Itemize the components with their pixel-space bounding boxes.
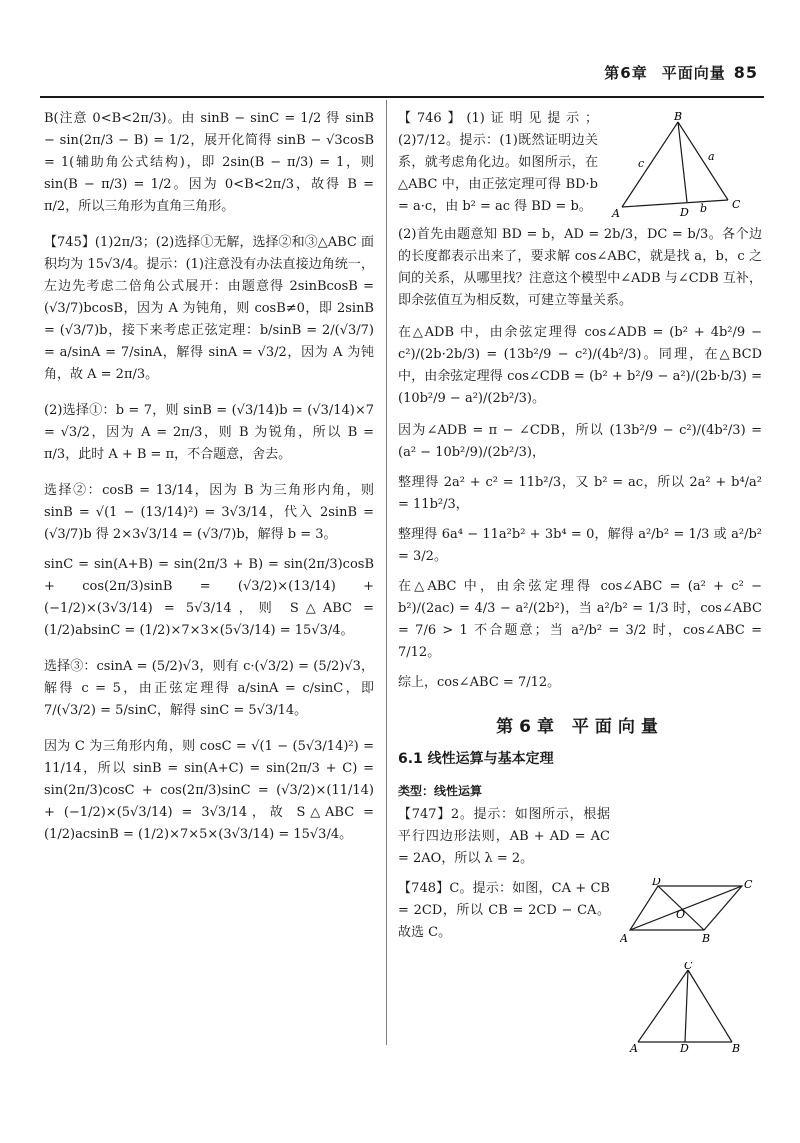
label-A: A: [630, 1042, 638, 1054]
solution-745-choice3: 选择③：csinA = (5/2)√3，则有 c·(√3/2) = (5/2)√3，解得 c = 5，由正弦定理得 a/sinA = c/sinC，即 7/(√3/2) = 5/sinC，解得 sinC = 5√3/14。: [44, 659, 374, 718]
chapter-title: 平面向量: [661, 64, 726, 82]
section-title: 第6章 平面向量: [496, 717, 664, 737]
solution-748: 【748】C。提示：如图，CA + CB = 2CD，所以 CB = 2CD − CA。故选 C。: [398, 881, 610, 940]
label-D: D: [652, 878, 661, 888]
chapter-label: 第6章: [604, 64, 648, 82]
header-rule: [40, 96, 764, 98]
label-a: a: [708, 150, 715, 163]
solution-746-cos-adb: 在△ADB 中，由余弦定理得 cos∠ADB = (b² + 4b²/9 − c²)/(2b·2b/3) = (13b²/9 − c²)/(4b²/3)。同理，在△BCD 中，由余弦定理得 cos∠CDB = (b² + b²/9 − a²)/(2b·b/3) = (10b²/9 − a²)/(2b²/3)。: [398, 325, 762, 406]
parallelogram-figure-747: [620, 878, 760, 950]
label-D: D: [680, 1042, 689, 1054]
label-C: C: [732, 198, 741, 211]
label-C: C: [744, 878, 753, 891]
label-D: D: [680, 206, 689, 219]
right-column: [398, 108, 762, 952]
page-number: 85: [733, 63, 758, 82]
solution-747: 【747】2。提示：如图所示，根据平行四边形法则，AB + AD = AC = 2AO，所以 λ = 2。: [398, 807, 610, 866]
solution-746-simplify1: 整理得 2a² + c² = 11b²/3，又 b² = ac，所以 2a² + b⁴/a² = 11b²/3，: [398, 475, 762, 512]
label-B: B: [732, 1042, 741, 1054]
label-B: B: [674, 112, 683, 123]
triangle-figure-748: [628, 962, 748, 1058]
label-b: b: [700, 202, 708, 215]
solution-746-conclusion: 综上，cos∠ABC = 7/12。: [398, 675, 561, 690]
label-c: c: [638, 157, 645, 170]
solution-746-supplement: 因为∠ADB = π − ∠CDB，所以 (13b²/9 − c²)/(4b²/3) = (a² − 10b²/9)/(2b²/3)，: [398, 423, 762, 460]
label-A: A: [620, 932, 628, 945]
label-A: A: [612, 207, 620, 220]
solution-746-part2: (2)首先由题意知 BD = b，AD = 2b/3，DC = b/3。各个边的长度都表示出来了，要求解 cos∠ABC，就是找 a，b，c 之间的关系，从哪里找？注意这个模型中∠ADB 与∠CDB 互补，即余弦值互为相反数，可建立等量关系。: [398, 227, 762, 308]
solution-745-choice2: 选择②：cosB = 13/14，因为 B 为三角形内角，则 sinB = √(1 − (13/14)²) = 3√3/14，代入 2sinB = (√3/7)b 得 2×3√3/14 = (√3/7)b，解得 b = 3。: [44, 483, 374, 542]
type-label: 类型：线性运算: [398, 784, 483, 798]
label-C: C: [684, 962, 693, 972]
solution-745-choice2-area: sinC = sin(A+B) = sin(2π/3 + B) = sin(2π/3)cosB + cos(2π/3)sinB = (√3/2)×(13/14) + (−1/2)×(3√3/14) = 5√3/14，则 S△ABC = (1/2)absinC = (1/2)×7×3×(5√3/14) = 15√3/4。: [44, 557, 374, 638]
column-divider: [386, 100, 387, 1045]
solution-746-simplify2: 整理得 6a⁴ − 11a²b² + 3b⁴ = 0，解得 a²/b² = 1/3 或 a²/b² = 3/2。: [398, 527, 762, 564]
triangle-figure-746: [610, 112, 760, 226]
solution-746-part1: 【746】(1)证明见提示；(2)7/12。提示：(1)既然证明边关系，就考虑角化边。如图所示，在△ABC 中，由正弦定理可得 BD·b = a·c，由 b² = ac 得 BD = b。: [398, 111, 598, 214]
left-column: [44, 108, 374, 854]
solution-745-choice3-area: 因为 C 为三角形内角，则 cosC = √(1 − (5√3/14)²) = 11/14，所以 sinB = sin(A+C) = sin(2π/3 + C) = sin(2π/3)cosC + cos(2π/3)sinC = (√3/2)×(11/14) + (−1/2)×(5√3/14) = 3√3/14，故 S△ABC = (1/2)acsinB = (1/2)×7×5×(3√3/14) = 15√3/4。: [44, 739, 374, 842]
subsection-title: 6.1 线性运算与基本定理: [398, 751, 554, 767]
page-header: [604, 62, 758, 83]
label-O: O: [676, 908, 686, 921]
label-B: B: [702, 932, 711, 945]
solution-745-choice1: (2)选择①：b = 7，则 sinB = (√3/14)b = (√3/14)×7 = √3/2，因为 A = 2π/3，则 B 为锐角，所以 B = π/3，此时 A + B = π，不合题意，舍去。: [44, 403, 374, 462]
solution-745-part1: 【745】(1)2π/3；(2)选择①无解，选择②和③△ABC 面积均为 15√3/4。提示：(1)注意没有办法直接边角统一，左边先考虑二倍角公式展开：由题意得 2sinBcosB = (√3/7)bcosB，因为 A 为钝角，则 cosB≠0，即 2sinB = (√3/7)b，接下来考虑正弦定理：b/sinB = 2/(√3/7) = a/sinA = 7/sinA，解得 sinA = √3/2，因为 A 为钝角，故 A = 2π/3。: [44, 235, 374, 382]
solution-746-cos-abc: 在△ABC 中，由余弦定理得 cos∠ABC = (a² + c² − b²)/(2ac) = 4/3 − a²/(2b²)，当 a²/b² = 1/3 时，cos∠ABC = 7/6 > 1 不合题意；当 a²/b² = 3/2 时，cos∠ABC = 7/12。: [398, 579, 762, 660]
solution-744-end: B(注意 0<B<2π/3)。由 sinB − sinC = 1/2 得 sinB − sin(2π/3 − B) = 1/2，展开化简得 sinB − √3cosB = 1(辅助角公式结构)，即 2sin(B − π/3) = 1，则 sin(B − π/3) = 1/2。因为 0<B<2π/3，故得 B = π/2，所以三角形为直角三角形。: [44, 111, 374, 214]
